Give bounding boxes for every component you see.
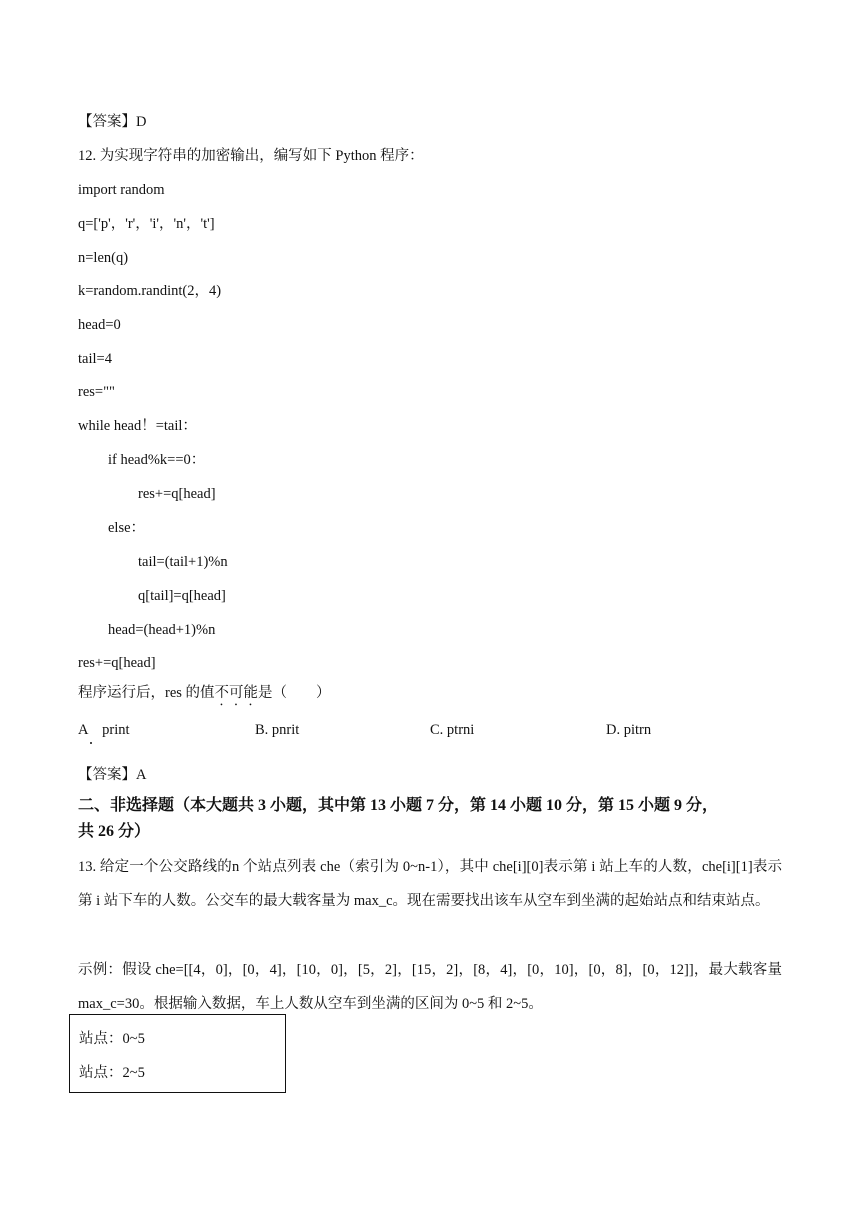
- output-box: [69, 1014, 286, 1093]
- code-line-9: if head%k==0：: [108, 452, 206, 468]
- ask-before: 程序运行后，res 的值: [78, 685, 215, 701]
- code-line-13: q[tail]=q[head]: [138, 588, 226, 604]
- code-line-14: head=(head+1)%n: [108, 622, 216, 638]
- code-line-6: tail=4: [78, 351, 112, 367]
- code-line-15: res+=q[head]: [78, 655, 156, 671]
- output-line-2: 站点：2~5: [79, 1065, 145, 1081]
- section-title-line-1: 二、非选择题（本大题共 3 小题，其中第 13 小题 7 分，第 14 小题 10 分，第 15 小题 9 分，: [78, 797, 719, 814]
- answer-12: 【答案】A: [78, 767, 147, 783]
- answer-11: 【答案】D: [78, 114, 147, 130]
- code-line-4: k=random.randint(2，4): [78, 283, 222, 299]
- option-a: A print: [78, 720, 860, 740]
- code-line-7: res="": [78, 384, 115, 400]
- option-d: D. pitrn: [606, 722, 652, 738]
- question-13-description: 13. 给定一个公交路线的n 个站点列表 che（索引为 0~n-1），其中 che[i][0]表示第 i 站上车的人数，che[i][1]表示第 i 站下车的人数。公交车的最大载客量为 max_c。现在需要找出该车从空车到坐满的起始站点和结束站点。: [78, 859, 782, 909]
- code-line-12: tail=(tail+1)%n: [138, 554, 228, 570]
- question-13-example: 示例：假设 che=[[4，0]，[0，4]，[10，0]，[5，2]，[15，2]，[8，4]，[0，10]，[0，8]，[0，12]]，最大载客量 max_c=30。根据输入数据，车上人数从空车到坐满的区间为 0~5 和 2~5。: [78, 962, 782, 1012]
- ask-after: 是（ ）: [258, 685, 331, 701]
- section-title-line-2: 共 26 分）: [78, 823, 151, 840]
- code-line-5: head=0: [78, 317, 121, 333]
- question-12-stem: 12. 为实现字符串的加密输出，编写如下 Python 程序：: [78, 148, 424, 164]
- code-line-3: n=len(q): [78, 250, 129, 266]
- code-line-10: res+=q[head]: [138, 486, 216, 502]
- option-c: C. ptrni: [430, 722, 475, 738]
- ask-emphasis: 不可能: [214, 685, 259, 701]
- code-line-11: else：: [108, 520, 146, 536]
- code-line-2: q=['p'，'r'，'i'，'n'，'t']: [78, 216, 215, 232]
- question-12-ask: [78, 683, 331, 709]
- option-b: B. pnrit: [255, 722, 300, 738]
- output-line-1: 站点：0~5: [79, 1031, 145, 1047]
- code-line-8: while head！=tail：: [78, 418, 197, 434]
- code-line-1: import random: [78, 182, 165, 198]
